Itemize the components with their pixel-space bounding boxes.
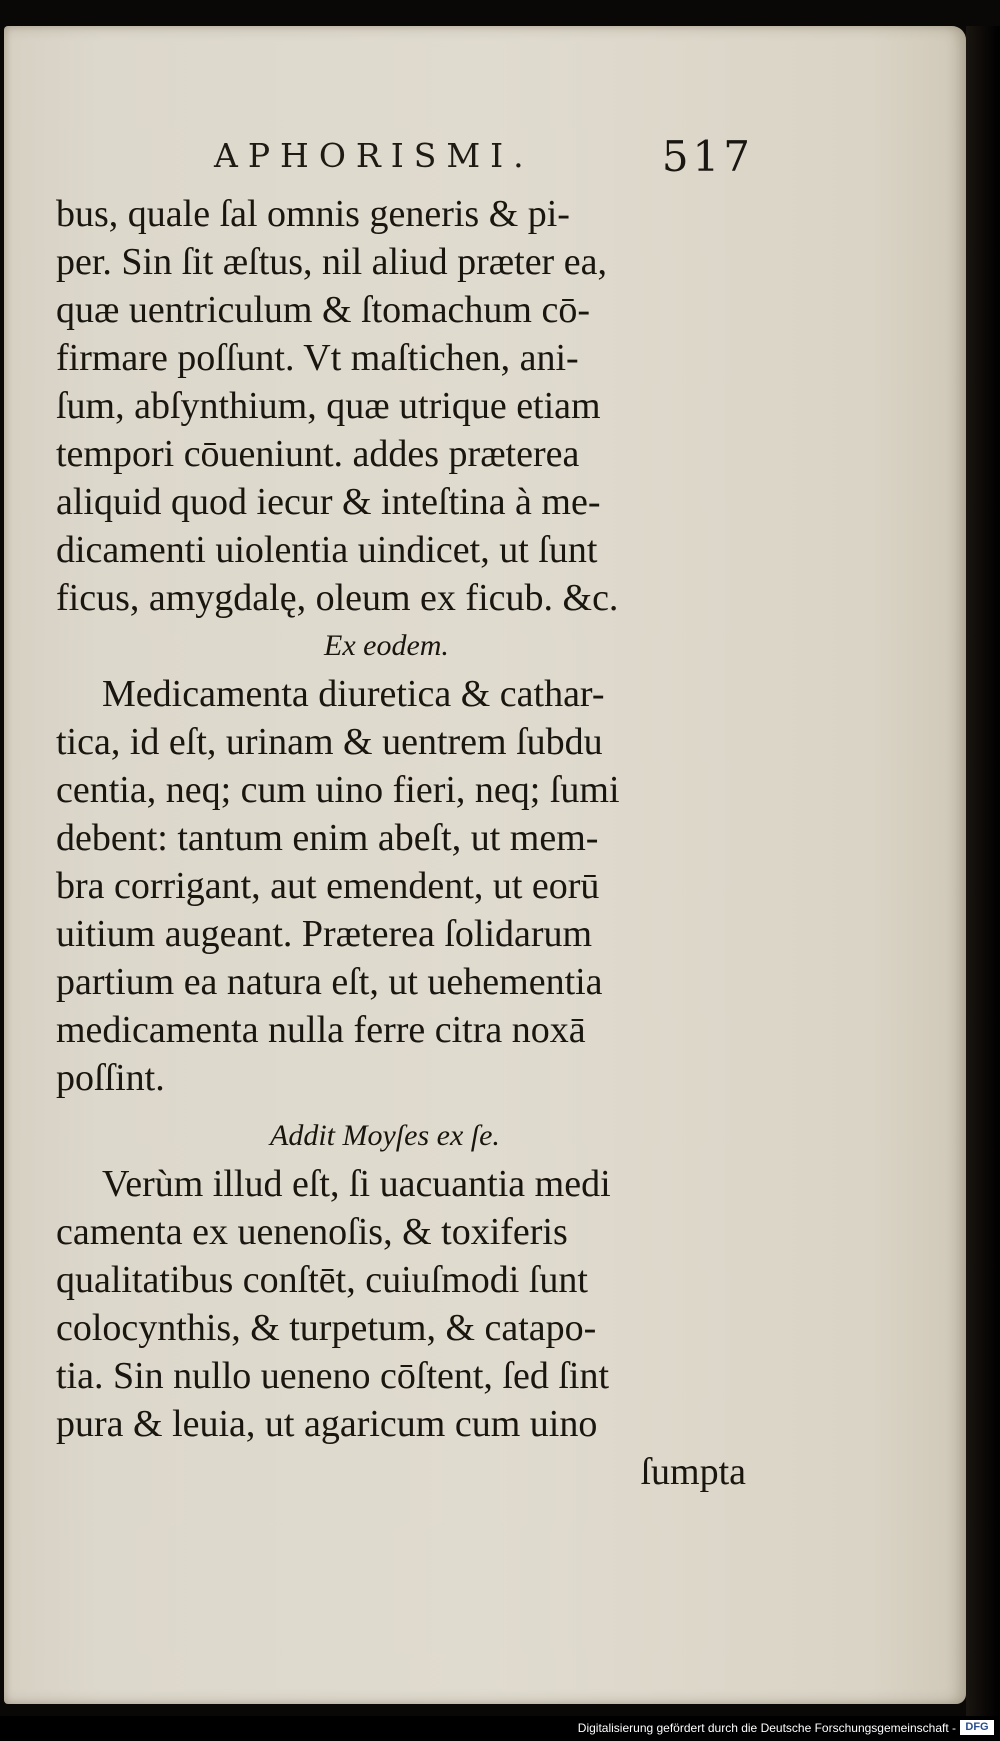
section-heading-addit-moyses: Addit Moyſes ex ſe. [270,1119,500,1152]
page-text [56,190,746,1496]
text-line: tempori cōueniunt. addes præterea [56,433,580,475]
text-line: poſſint. [56,1057,165,1099]
text-line: Medicamenta diuretica & cathar- [102,673,605,715]
page-header [214,132,754,186]
text-line: tia. Sin nullo ueneno cōſtent, ſed ſint [56,1355,610,1397]
text-line: quæ uentriculum & ſtomachum cō- [56,289,591,331]
text-line: dicamenti uiolentia uindicet, ut ſunt [56,529,598,571]
text-line: uitium augeant. Præterea ſolidarum [56,913,593,955]
page-number: 517 [661,132,754,181]
text-line: qualitatibus conſtēt, cuiuſmodi ſunt [56,1259,588,1301]
text-line: colocynthis, & turpetum, & catapo- [56,1307,597,1349]
page-edge-shadow [966,26,1000,1716]
text-line: bus, quale ſal omnis generis & pi- [56,193,570,235]
catchword: ſumpta [640,1451,746,1493]
text-line: centia, neq; cum uino fieri, neq; ſumi [56,769,620,811]
text-line: partium ea natura eſt, ut uehementia [56,961,603,1003]
text-line: bra corrigant, aut emendent, ut eorū [56,865,600,907]
section-heading-ex-eodem: Ex eodem. [324,629,449,662]
text-line: firmare poſſunt. Vt maſtichen, ani- [56,337,579,379]
text-line: aliquid quod iecur & inteſtina à me- [56,481,601,523]
text-line: Verùm illud eſt, ſi uacuantia medi [102,1163,611,1205]
text-line: ficus, amygdalę, oleum ex ficub. &c. [56,577,619,619]
text-line: medicamenta nulla ferre citra noxā [56,1009,586,1051]
text-line: tica, id eſt, urinam & uentrem ſubdu [56,721,603,763]
running-title: APHORISMI. [214,136,534,175]
dfg-logo: DFG [960,1720,994,1735]
text-line: debent: tantum enim abeſt, ut mem- [56,817,599,859]
text-line: per. Sin ſit æſtus, nil aliud præter ea, [56,241,607,283]
funding-credit: Digitalisierung gefördert durch die Deutsche Forschungsgemeinschaft - [577,1721,956,1735]
text-line: ſum, abſynthium, quæ utrique etiam [56,385,601,427]
text-line: pura & leuia, ut agaricum cum uino [56,1403,598,1445]
text-line: camenta ex uenenoſis, & toxiferis [56,1211,568,1253]
